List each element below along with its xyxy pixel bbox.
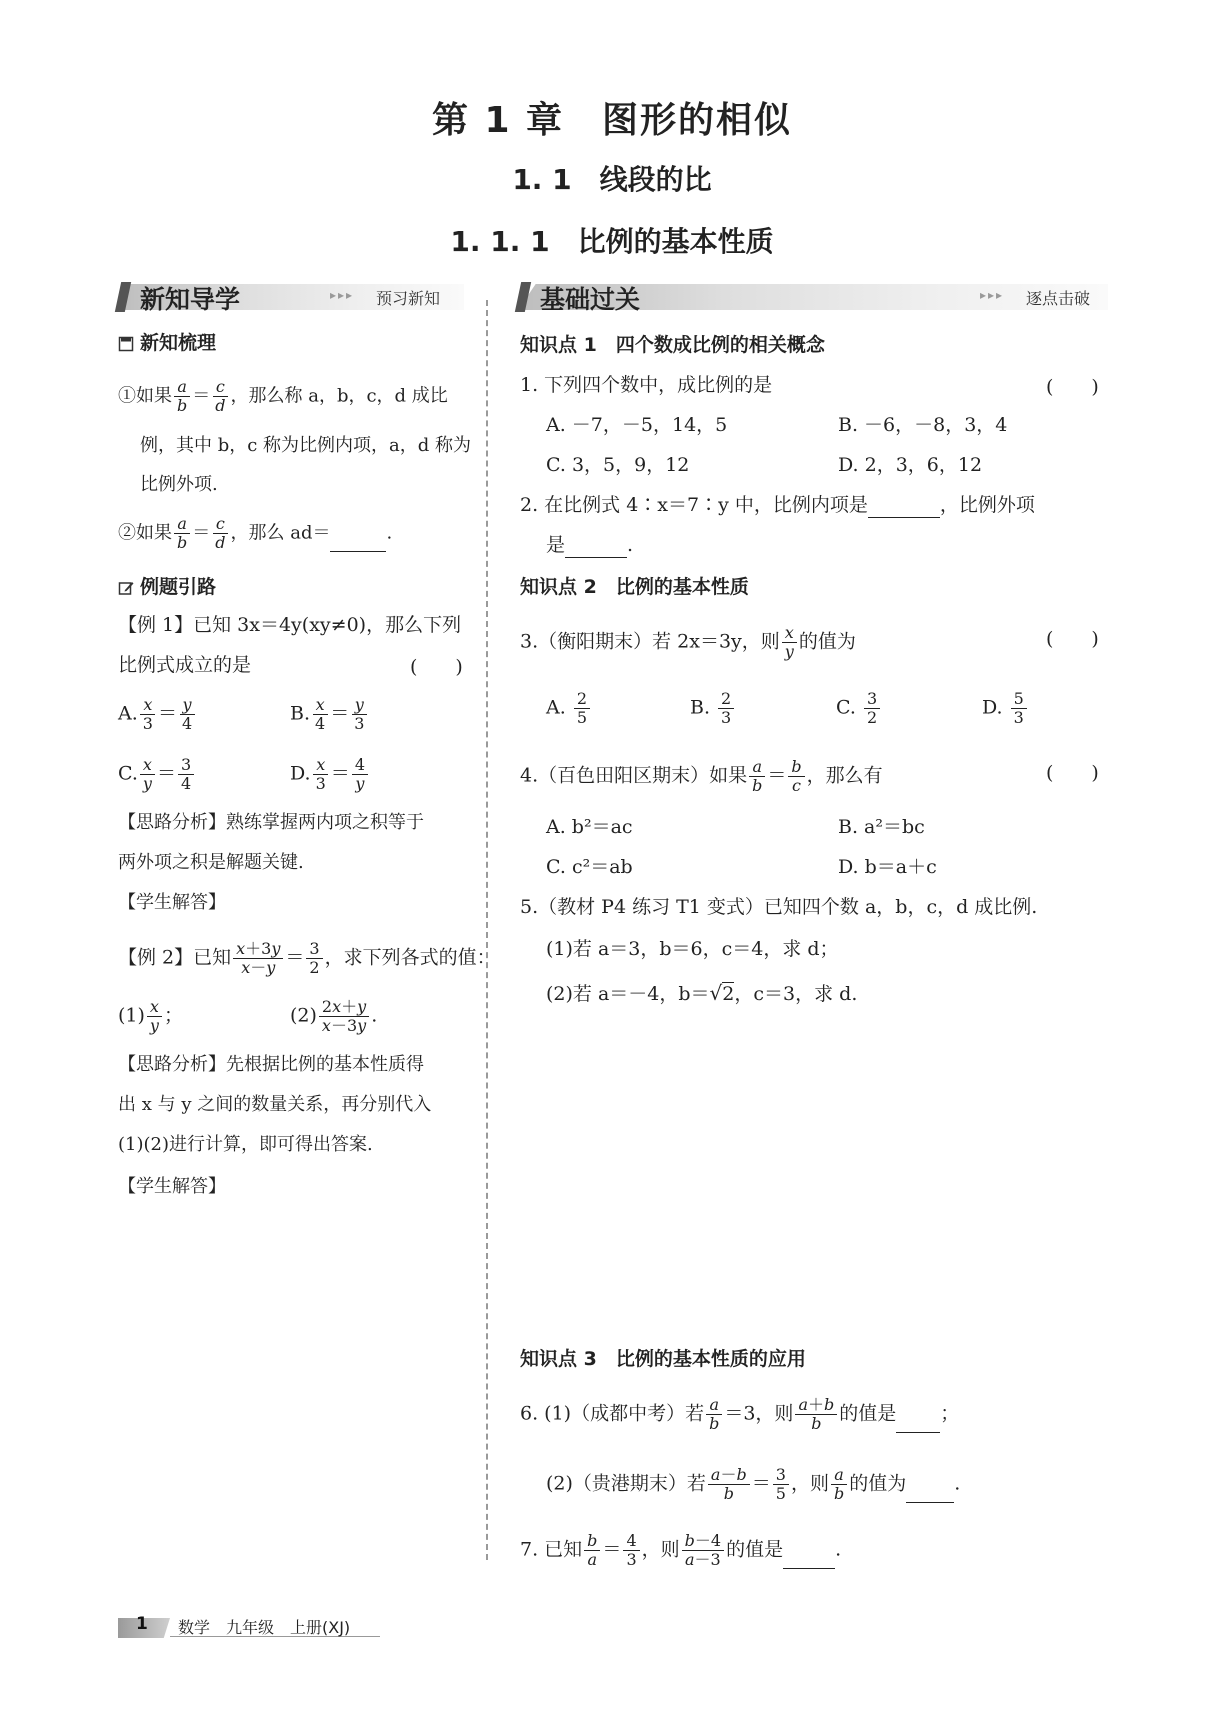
answer-paren[interactable]: ( ) [410,656,463,678]
right-banner-subtitle: 逐点击破 [1026,289,1091,308]
left-banner [118,280,464,316]
student-answer-label: 【学生解答】 [118,892,226,913]
option-a[interactable]: A. $\frac{x}{3}$ ＝ $\frac{y}{4}$ [118,696,197,733]
answer-paren[interactable]: ( ) [1046,762,1099,784]
answer-blank[interactable] [896,1412,940,1433]
q4-option-a[interactable]: A. b²＝ac [546,816,633,838]
arrows-icon: ▸▸▸ [330,288,355,302]
answer-paren[interactable]: ( ) [1046,628,1099,650]
analysis-2-line3: (1)(2)进行计算，即可得出答案. [118,1134,373,1155]
concept-1: ①如果 $\frac{a}{b}$ ＝ $\frac{c}{d}$ ，那么称 a，b，c，d 成比 [118,377,448,415]
knowledge-point-2: 知识点 2 比例的基本性质 [520,576,749,598]
answer-blank[interactable] [783,1548,835,1569]
example-1-line2: 比例式成立的是 [118,654,252,676]
question-6-part1: 6. (1)（成都中考）若 $\frac{a}{b}$ ＝3，则 $\frac{a+b}{b}$ 的值是 ； [520,1395,960,1433]
example-2-q2: (2) $\frac{2x+y}{x-3y}$ . [290,997,378,1035]
question-3: 3.（衡阳期末）若 2x＝3y，则 $\frac{x}{y}$ 的值为 [520,623,856,661]
example-2-line1: 【例 2】已知 $\frac{x+3y}{x-y}$ ＝ $\frac{3}{2}$ ，求下列各式的值： [118,939,496,977]
footer-book-info: 数学 九年级 上册(XJ) [178,1618,351,1637]
analysis-2-line1: 【思路分析】先根据比例的基本性质得 [118,1054,424,1075]
book-icon [118,336,134,352]
review-heading: 新知梳理 [118,328,216,355]
question-2-line2: 是 . [546,534,634,556]
chapter-title: 第 1 章 图形的相似 [431,100,793,141]
q3-option-a[interactable]: A. $\frac{2}{5}$ [546,690,592,727]
question-5-part2: (2)若 a＝－4，b＝√2，c＝3，求 d. [546,981,858,1005]
analysis-2-line2: 出 x 与 y 之间的数量关系，再分别代入 [118,1094,432,1115]
section-title: 1. 1 线段的比 [512,163,712,196]
option-b[interactable]: B. $\frac{x}{4}$ ＝ $\frac{y}{3}$ [290,696,369,733]
q3-option-d[interactable]: D. $\frac{5}{3}$ [982,690,1029,727]
student-answer-label: 【学生解答】 [118,1176,226,1197]
question-4: 4.（百色田阳区期末）如果 $\frac{a}{b}$ ＝ $\frac{b}{c}$ ，那么有 [520,757,883,795]
q1-option-d[interactable]: D. 2，3，6，12 [838,454,983,476]
option-d[interactable]: D. $\frac{x}{3}$ ＝ $\frac{4}{y}$ [290,756,370,793]
example-heading: 例题引路 [118,572,216,599]
concept-1-line3: 比例外项. [140,474,218,495]
question-1: 1. 下列四个数中，成比例的是 [520,374,773,396]
q3-option-c[interactable]: C. $\frac{3}{2}$ [836,690,882,727]
left-banner-subtitle: 预习新知 [376,289,441,308]
answer-blank[interactable] [330,531,386,552]
page-number: 1 [136,1614,148,1634]
question-5-part1: (1)若 a＝3，b＝6，c＝4，求 d； [546,938,839,960]
left-banner-title: 新知导学 [140,285,241,314]
q3-option-b[interactable]: B. $\frac{2}{3}$ [690,690,736,727]
subsection-title: 1. 1. 1 比例的基本性质 [450,225,774,258]
q4-option-d[interactable]: D. b＝a＋c [838,856,937,878]
q1-option-a[interactable]: A. －7，－5，14，5 [546,414,728,436]
analysis-1-line2: 两外项之积是解题关键. [118,852,304,873]
right-banner-title: 基础过关 [540,285,641,314]
option-c[interactable]: C. $\frac{x}{y}$ ＝ $\frac{3}{4}$ [118,756,196,793]
example-2-q1: (1) $\frac{x}{y}$ ； [118,997,183,1035]
question-5: 5.（教材 P4 练习 T1 变式）已知四个数 a，b，c，d 成比例. [520,896,1038,918]
concept-1-line2: 例，其中 b，c 称为比例内项，a，d 称为 [140,435,472,456]
concept-2: ②如果 $\frac{a}{b}$ ＝ $\frac{c}{d}$ ，那么 ad＝ . [118,514,393,552]
arrows-icon: ▸▸▸ [980,288,1005,302]
q1-option-c[interactable]: C. 3，5，9，12 [546,454,690,476]
question-2: 2. 在比例式 4∶x＝7∶y 中，比例内项是 ，比例外项 [520,494,1035,516]
example-1-line1: 【例 1】已知 3x＝4y(xy≠0)，那么下列 [118,614,462,636]
question-7: 7. 已知 $\frac{b}{a}$ ＝ $\frac{4}{3}$ ，则 $\frac{b-4}{a-3}$ 的值是 . [520,1531,842,1569]
answer-blank[interactable] [906,1482,954,1503]
q4-option-b[interactable]: B. a²＝bc [838,816,925,838]
q4-option-c[interactable]: C. c²＝ab [546,856,633,878]
pencil-note-icon [118,580,134,596]
right-banner [518,280,1108,316]
q1-option-b[interactable]: B. －6，－8，3，4 [838,414,1008,436]
question-6-part2: (2)（贵港期末）若 $\frac{a-b}{b}$ ＝ $\frac{3}{5}$ ，则 $\frac{a}{b}$ 的值为 . [546,1465,961,1503]
knowledge-point-3: 知识点 3 比例的基本性质的应用 [520,1348,806,1370]
analysis-1-line1: 【思路分析】熟练掌握两内项之积等于 [118,812,424,833]
answer-paren[interactable]: ( ) [1046,376,1099,398]
column-divider [486,300,488,1560]
knowledge-point-1: 知识点 1 四个数成比例的相关概念 [520,334,825,356]
answer-blank[interactable] [565,537,627,558]
answer-blank[interactable] [868,497,940,518]
